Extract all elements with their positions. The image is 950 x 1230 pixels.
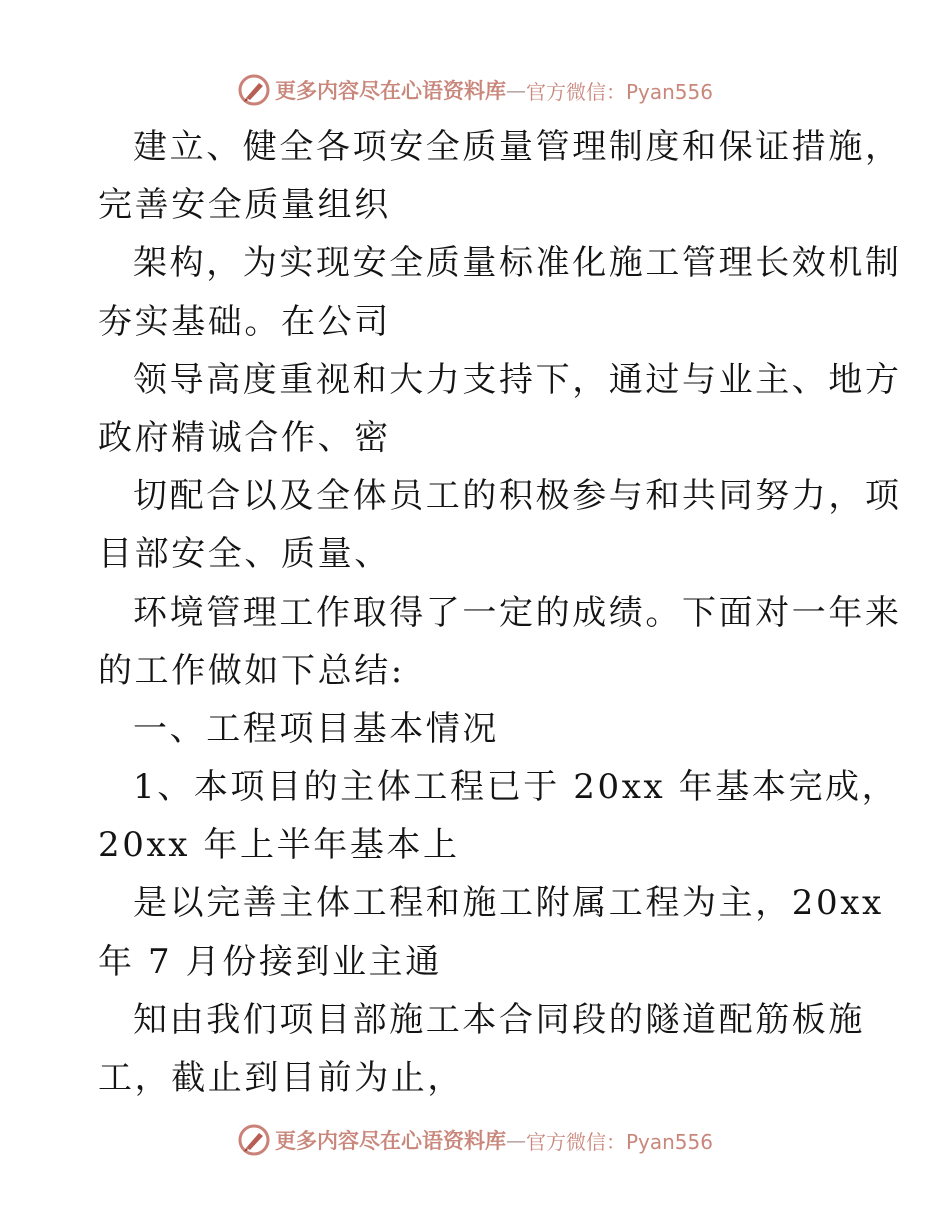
text-line: 政府精诚合作、密 bbox=[98, 417, 391, 458]
text-line: 是以完善主体工程和施工附属工程为主，20xx bbox=[133, 883, 884, 924]
text-line: 切配合以及全体员工的积极参与和共同努力，项 bbox=[133, 476, 902, 517]
text-line: 完善安全质量组织 bbox=[98, 185, 391, 226]
footer-watermark bbox=[0, 1120, 950, 1160]
watermark-contact: 官方微信：Pyan556 bbox=[525, 79, 713, 104]
text-line: 1、本项目的主体工程已于 20xx 年基本完成， bbox=[133, 767, 899, 808]
document-body bbox=[98, 118, 902, 1107]
text-line: 年 7 月份接到业主通 bbox=[98, 941, 442, 982]
text-line: 领导高度重视和大力支持下，通过与业主、地方 bbox=[133, 359, 902, 400]
watermark-brand: 更多内容尽在心语资料库 bbox=[274, 1128, 506, 1153]
pen-logo-icon bbox=[237, 73, 271, 107]
text-line: 夯实基础。在公司 bbox=[98, 301, 391, 342]
pen-logo-icon bbox=[237, 1123, 271, 1157]
text-line: 工，截止到目前为止， bbox=[98, 1058, 464, 1098]
text-line: 20xx 年上半年基本上 bbox=[98, 825, 460, 866]
text-line: 建立、健全各项安全质量管理制度和保证措施， bbox=[133, 127, 902, 167]
watermark-contact: 官方微信：Pyan556 bbox=[525, 1129, 713, 1154]
text-line: 环境管理工作取得了一定的成绩。下面对一年来 bbox=[133, 592, 902, 633]
watermark-separator: — bbox=[505, 78, 526, 102]
section-heading: 一、工程项目基本情况 bbox=[133, 708, 499, 749]
text-line: 目部安全、质量、 bbox=[98, 534, 391, 575]
text-line: 架构，为实现安全质量标准化施工管理长效机制 bbox=[133, 243, 902, 284]
watermark-brand: 更多内容尽在心语资料库 bbox=[274, 78, 506, 103]
text-line: 知由我们项目部施工本合同段的隧道配筋板施 bbox=[133, 999, 865, 1040]
header-watermark bbox=[0, 70, 950, 110]
text-line: 的工作做如下总结: bbox=[98, 650, 405, 691]
watermark-separator: — bbox=[505, 1128, 526, 1152]
